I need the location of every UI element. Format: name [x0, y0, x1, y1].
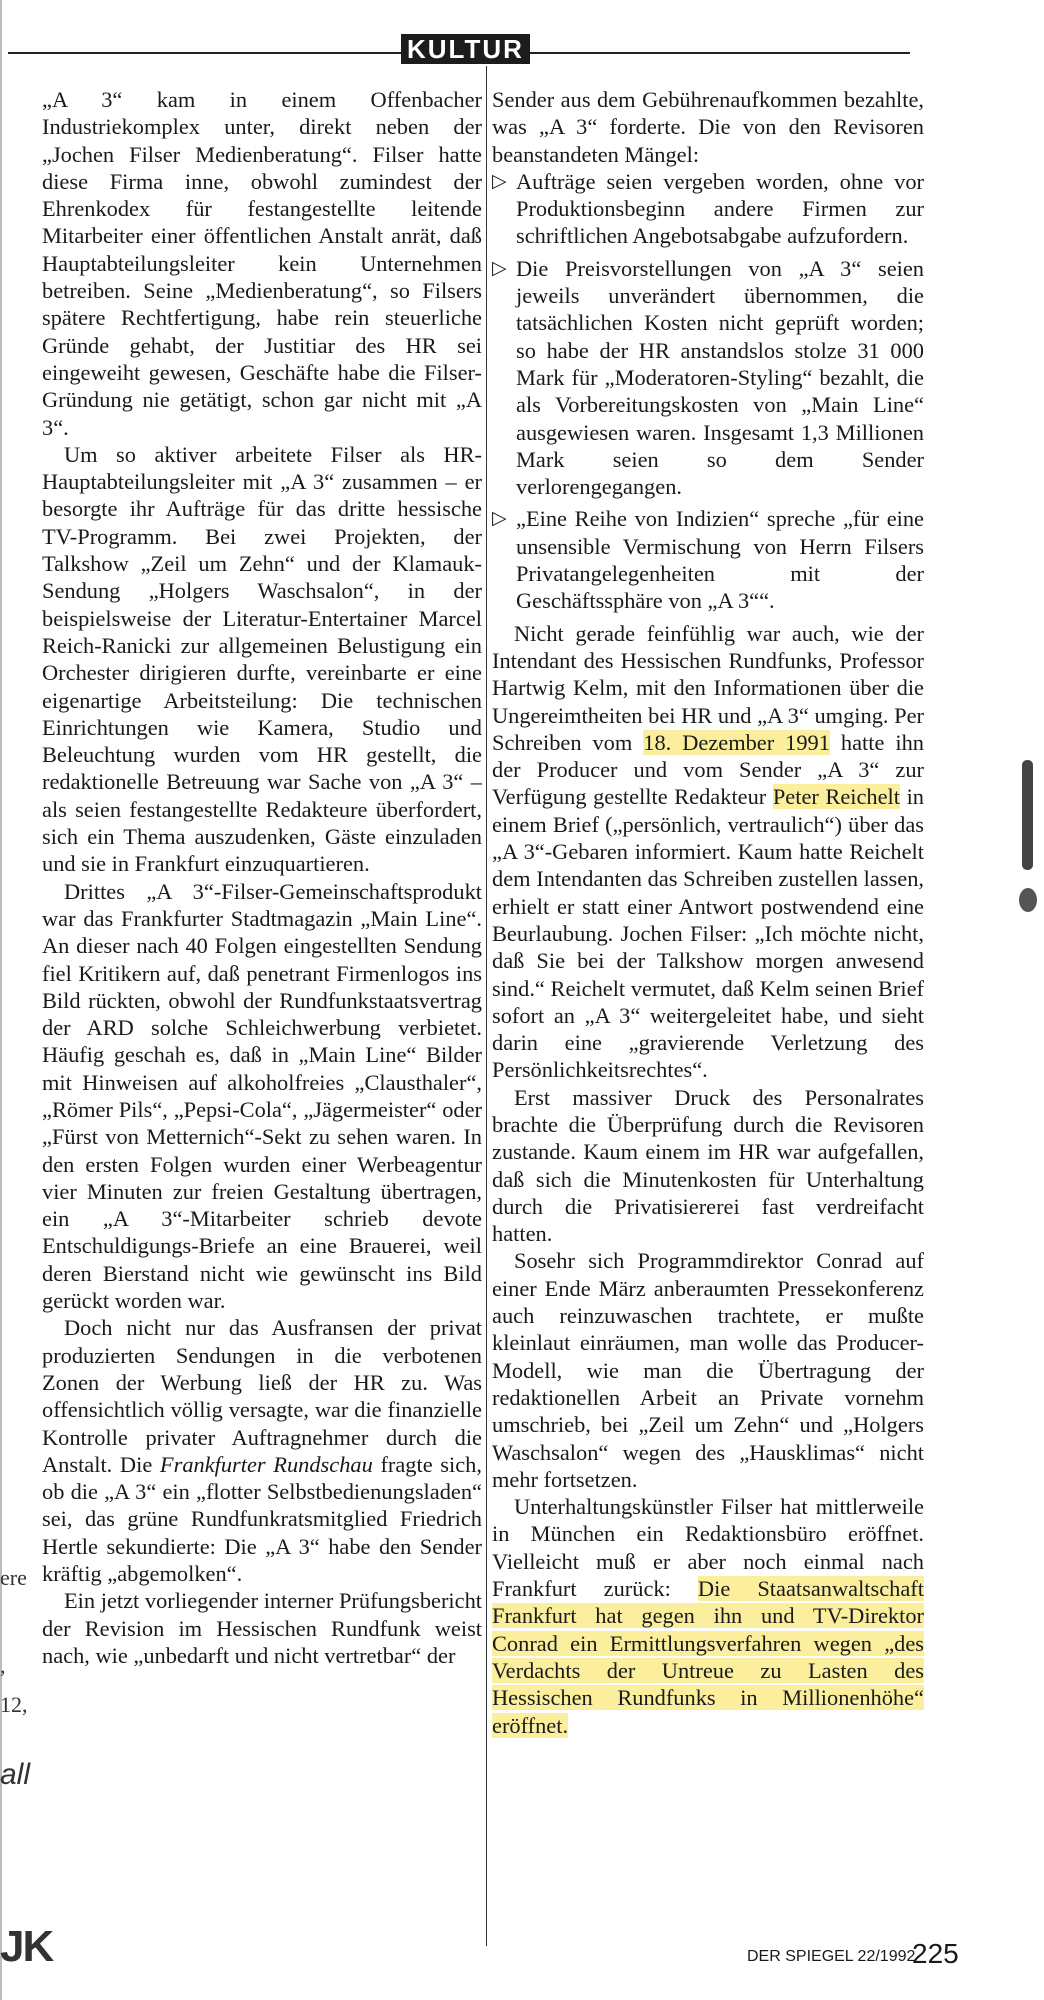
bullet-item [492, 168, 924, 250]
triangle-bullet-icon: ▷ [492, 508, 507, 530]
publication-name: Frankfurter Rundschau [159, 1451, 373, 1477]
bullet-text: Die Preisvorstellungen von „A 3“ seien jeweils unverändert übernommen, die tatsächlichen Kosten nicht geprüft worden; so habe der HR anstandslos stolze 31 000 Mark für „Moderatoren-Styling“ bezahlt, die als Vorbereitungskosten von „Main Line“ ausgewiesen waren. Insgesamt 1,3 Millionen Mark seien so dem Sender verlorengegangen. [516, 255, 924, 500]
bullet-item [492, 255, 924, 501]
scan-mark [1019, 888, 1037, 912]
article-paragraph [492, 620, 924, 1084]
page-number: 225 [912, 1938, 959, 1969]
edge-fragment: 12, [0, 1692, 28, 1717]
article-paragraph [42, 1314, 482, 1587]
bullet-item [492, 505, 924, 614]
highlighted-date: 18. Dezember 1991 [643, 729, 830, 755]
text-run: fragte sich, ob die „A 3“ ein „flotter Selbstbedienungsladen“ sei, das grüne Rundfunkratsmitglied Friedrich Hertle sekundierte: Die „A 3“ habe den Sender kräftig „abgemolken“. [42, 1451, 482, 1587]
edge-fragment: all [0, 1758, 31, 1791]
triangle-bullet-icon: ▷ [492, 257, 507, 279]
article-paragraph: Um so aktiver arbeitete Filser als HR-Hauptabteilungsleiter mit „A 3“ zusammen – er besorgte ihr Aufträge für das dritte hessische TV-Programm. Bei zwei Projekten, der Talkshow „Zeil um Zehn“ und der Klamauk-Sendung „Holgers Waschsalon“, in der beispielsweise der Literatur-Entertainer Marcel Reich-Ranicki zur allgemeinen Belustigung ein Orchester dirigieren durfte, vereinbarte er eine eigenartige Arbeitsteilung: Die technischen Einrichtungen wie Kamera, Studio und Beleuchtung wurden vom HR gestellt, die redaktionelle Betreuung war Sache von „A 3“ – als seien festangestellte Redakteure überfordert, sich ein Thema auszudenken, Gäste einzuladen und sie in Frankfurt einzuquartieren. [42, 441, 482, 877]
highlighted-passage: Die Staatsanwaltschaft Frankfurt hat gegen ihn und TV-Direktor Conrad ein Ermittlungsverfahren wegen „des Verdachts der Untreue zu Lasten des Hessischen Rundfunks in Millionenhöhe“ eröffnet. [492, 1576, 924, 1738]
column-divider [486, 66, 487, 1946]
text-run: hatte ihn der Producer und vom Sender „A 3“ zur Verfügung gestellte Redakteur [492, 729, 924, 810]
text-run: Nicht gerade feinfühlig war auch, wie der Intendant des Hessischen Rundfunks, Professor Hartwig Kelm, mit den Informationen über die Ungereimtheiten bei HR und „A 3“ umging. Per Schreiben vom [492, 620, 924, 755]
edge-fragment: JK [0, 1922, 53, 1971]
bullet-text: Aufträge seien vergeben worden, ohne vor Produktionsbeginn andere Firmen zur schriftlichen Angebotsabgabe aufzufordern. [516, 168, 924, 249]
article-paragraph [492, 1493, 924, 1739]
triangle-bullet-icon: ▷ [492, 170, 507, 192]
edge-fragment: ere [0, 1565, 27, 1590]
bullet-text: „Eine Reihe von Indizien“ spreche „für eine unsensible Vermischung von Herrn Filsers Privatangelegenheiten mit der Geschäftssphäre von „A 3““. [516, 506, 924, 614]
left-column [42, 86, 482, 1669]
scan-mark [1022, 760, 1033, 870]
source-line: DER SPIEGEL 22/1992 [747, 1948, 916, 1965]
edge-fragment: , [0, 1653, 6, 1678]
text-run: Doch nicht nur das Ausfransen der privat produzierten Sendungen in die verbotenen Zonen der Werbung ließ der HR zu. Was offensichtlich völlig versagte, war die finanzielle Kontrolle privater Auftragnehmer durch die Anstalt. Die [42, 1315, 482, 1477]
article-paragraph: Sosehr sich Programmdirektor Conrad auf einer Ende März anberaumten Pressekonferenz auch reinzuwaschen trachtete, er mußte kleinlaut einräumen, man wolle das Producer-Modell, wie man die Übertragung der redaktionellen Arbeit an Private vornehm umschrieb, bei „Zeil um Zehn“ und „Holgers Waschsalon“ wegen des „Hausklimas“ nicht mehr fortsetzen. [492, 1248, 924, 1492]
article-paragraph: Sender aus dem Gebührenaufkommen bezahlte, was „A 3“ forderte. Die von den Revisoren beanstandeten Mängel: [492, 87, 924, 167]
article-paragraph: Ein jetzt vorliegender interner Prüfungsbericht der Revision im Hessischen Rundfunk weist nach, wie „unbedarft und nicht vertretbar“ der [42, 1588, 482, 1668]
right-column [492, 86, 924, 1739]
article-paragraph: „A 3“ kam in einem Offenbacher Industriekomplex unter, direkt neben der „Jochen Filser Medienberatung“. Filser hatte diese Firma inne, obwohl zumindest der Ehrenkodex für festangestellte leitende Mitarbeiter einer öffentlichen Anstalt anrät, daß Hauptabteilungsleiter kein Unternehmen betreiben. Seine „Medienberatung“, so Filsers spätere Rechtfertigung, habe rein steuerliche Gründe gehabt, der Justitiar des HR sei eingeweiht gewesen, Geschäfte habe die Filser-Gründung nie getätigt, schon gar nicht mit „A 3“. [42, 87, 482, 440]
highlighted-name: Peter Reichelt [772, 784, 901, 810]
article-paragraph: Drittes „A 3“-Filser-Gemeinschaftsprodukt war das Frankfurter Stadtmagazin „Main Line“. An dieser nach 40 Folgen eingestellten Sendung fiel Kritikern auf, daß penetrant Firmenlogos ins Bild rückten, obwohl der Rundfunkstaatsvertrag der ARD solche Schleichwerbung verbietet. Häufig geschah es, daß in „Main Line“ Bilder mit Hinweisen auf alkoholfreies „Clausthaler“, „Römer Pils“, „Pepsi-Cola“, „Jägermeister“ oder „Fürst von Metternich“-Sekt zu sehen waren. In den ersten Folgen wurden einer Werbeagentur vier Minuten zur freien Gestaltung übertragen, ein „A 3“-Mitarbeiter schrieb devote Entschuldigungs-Briefe an eine Brauerei, weil deren Bierstand nicht wie gewünscht ins Bild gerückt worden war. [42, 878, 482, 1314]
text-run: in einem Brief („persönlich, vertraulich“) über das „A 3“-Gebaren informiert. Kaum hatte Reichelt dem Intendanten das Schreiben zustellen lassen, erhielt er statt einer Antwort postwendend eine Beurlaubung. Jochen Filser: „Ich möchte nicht, daß Sie bei der Talkshow morgen anwesend sind.“ Reichelt vermutet, daß Kelm seinen Brief sofort an „A 3“ weitergeleitet habe, und sieht darin eine „gravierende Verletzung des Persönlichkeitsrechtes“. [492, 784, 924, 1083]
article-paragraph: Erst massiver Druck des Personalrates brachte die Überprüfung durch die Revisoren zustande. Kaum einem im HR war aufgefallen, daß sich die Minutenkosten für Unterhaltung durch die Privatisiererei fast verdreifacht hatten. [492, 1084, 924, 1247]
text-run: Unterhaltungskünstler Filser hat mittlerweile in München ein Redaktionsbüro eröffnet. Vielleicht muß er aber noch einmal nach Frankfurt zurück: [492, 1494, 924, 1602]
section-label: KULTUR [401, 34, 530, 64]
